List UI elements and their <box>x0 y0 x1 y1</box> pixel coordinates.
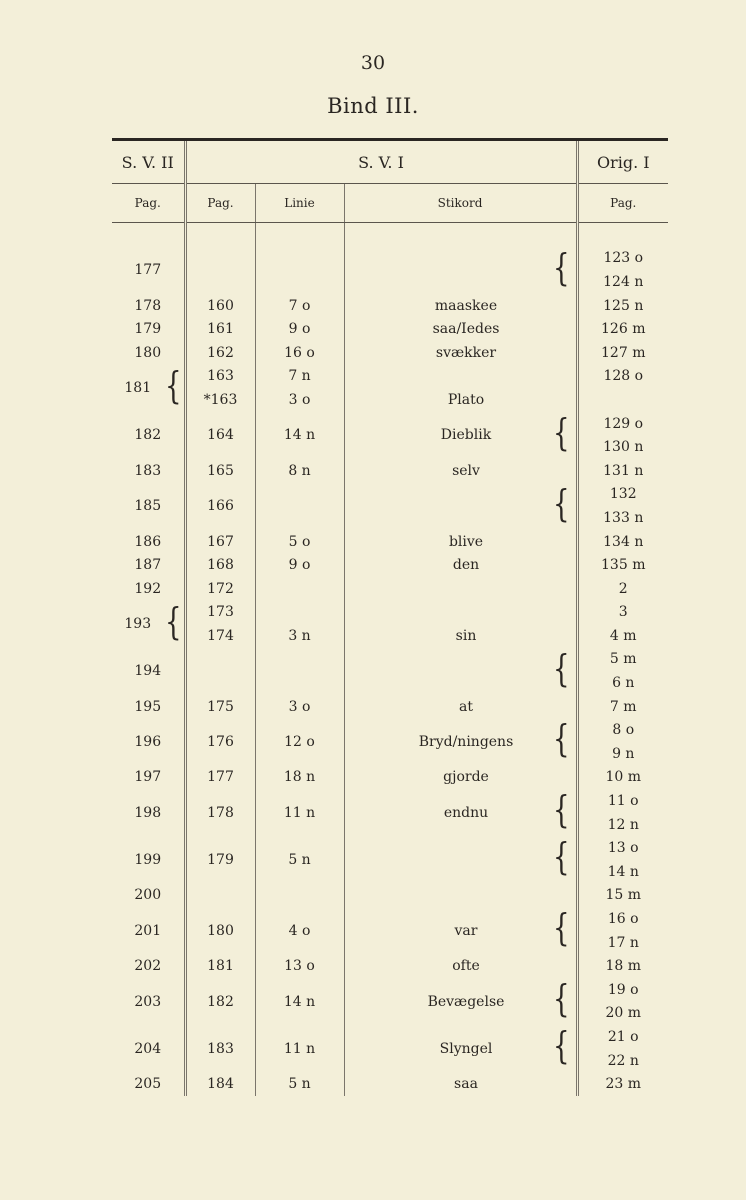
cell-linie: 13 o <box>255 954 344 978</box>
subheader-pag-sv2: Pag. <box>112 184 185 223</box>
cell-sv1-pag: 162 <box>185 341 255 365</box>
cell-orig-pag: 16 o <box>577 907 668 931</box>
cell-sv2-pag: 200 <box>134 887 162 904</box>
cell-linie <box>255 577 344 601</box>
cell-linie <box>255 247 344 294</box>
page-number: 30 <box>360 52 386 74</box>
header-sv1: S. V. I <box>185 141 577 184</box>
cell-sv1-pag: 174 <box>185 624 255 648</box>
table-row <box>112 341 668 365</box>
cell-sv1-pag: 163 <box>185 365 255 389</box>
subheader-pag-orig: Pag. <box>577 184 668 223</box>
cell-sv1-pag <box>185 247 255 294</box>
brace-mark: { <box>164 364 182 409</box>
cell-sv1-pag: 175 <box>185 695 255 719</box>
cell-sv2-pag: 204 <box>134 1040 162 1057</box>
cell-sv1-pag <box>185 648 255 695</box>
cell-orig-pag: 19 o <box>577 978 668 1002</box>
cell-linie <box>255 884 344 908</box>
cell-linie: 8 n <box>255 459 344 483</box>
table-row <box>112 530 668 554</box>
cell-sv1-pag: 184 <box>185 1072 255 1096</box>
cell-linie <box>255 648 344 695</box>
cell-sv2-pag: 178 <box>134 297 162 314</box>
brace-mark: { <box>552 836 570 881</box>
header-orig: Orig. I <box>577 141 668 184</box>
cell-sv1-pag: 164 <box>185 412 255 459</box>
cell-sv1-pag: 179 <box>185 836 255 883</box>
cell-linie: 7 n <box>255 365 344 389</box>
cell-linie: 7 o <box>255 294 344 318</box>
table-row <box>112 695 668 719</box>
cell-orig-pag: 12 n <box>577 813 668 837</box>
table-row <box>112 884 668 908</box>
cell-sv2-pag: 194 <box>134 663 162 680</box>
cell-stikord: gjorde <box>344 766 577 790</box>
cell-orig-pag: 127 m <box>577 341 668 365</box>
cell-stikord: var { <box>344 907 577 954</box>
cell-stikord <box>344 365 577 389</box>
concordance-table <box>112 138 668 1096</box>
cell-linie: 5 n <box>255 1072 344 1096</box>
cell-linie: 9 o <box>255 317 344 341</box>
table-row <box>112 766 668 790</box>
cell-sv1-pag: 165 <box>185 459 255 483</box>
cell-orig-pag: 130 n <box>577 435 668 459</box>
cell-sv1-pag: 168 <box>185 553 255 577</box>
table-row <box>112 789 668 813</box>
table-row <box>112 317 668 341</box>
cell-orig-pag: 6 n <box>577 671 668 695</box>
cell-linie <box>255 483 344 530</box>
cell-orig-pag: 4 m <box>577 624 668 648</box>
subheader-linie: Linie <box>255 184 344 223</box>
cell-linie: 3 o <box>255 695 344 719</box>
cell-sv1-pag: 161 <box>185 317 255 341</box>
cell-orig-pag: 20 m <box>577 1002 668 1026</box>
table-row <box>112 836 668 860</box>
cell-stikord: svækker <box>344 341 577 365</box>
cell-orig-pag: 123 o <box>577 247 668 271</box>
cell-sv2-pag: 201 <box>134 922 162 939</box>
brace-mark: { <box>552 789 570 833</box>
cell-orig-pag: 135 m <box>577 553 668 577</box>
cell-orig-pag <box>577 388 668 412</box>
cell-sv1-pag: 172 <box>185 577 255 601</box>
cell-stikord: ofte <box>344 954 577 978</box>
brace-mark: { <box>552 907 570 951</box>
cell-linie: 3 n <box>255 624 344 648</box>
cell-orig-pag: 8 o <box>577 718 668 742</box>
cell-orig-pag: 3 <box>577 601 668 625</box>
cell-stikord: sin <box>344 624 577 648</box>
cell-linie: 14 n <box>255 412 344 459</box>
cell-stikord: maaskee <box>344 294 577 318</box>
table-row <box>112 978 668 1002</box>
cell-sv1-pag: 181 <box>185 954 255 978</box>
cell-sv2-pag: 202 <box>134 958 162 975</box>
cell-linie: 4 o <box>255 907 344 954</box>
cell-stikord <box>344 648 577 695</box>
cell-sv1-pag: 176 <box>185 718 255 765</box>
cell-stikord: blive <box>344 530 577 554</box>
cell-stikord: den <box>344 553 577 577</box>
cell-orig-pag: 7 m <box>577 695 668 719</box>
cell-orig-pag: 21 o <box>577 1025 668 1049</box>
cell-stikord <box>344 884 577 908</box>
cell-stikord <box>344 836 577 883</box>
cell-orig-pag: 128 o <box>577 365 668 389</box>
cell-orig-pag: 15 m <box>577 884 668 908</box>
cell-orig-pag: 17 n <box>577 931 668 955</box>
cell-linie: 5 n <box>255 836 344 883</box>
cell-linie: 5 o <box>255 530 344 554</box>
cell-stikord: Bryd/ningens { <box>344 718 577 765</box>
table-row <box>112 577 668 601</box>
table-row <box>112 648 668 672</box>
cell-sv1-pag: 177 <box>185 766 255 790</box>
cell-linie: 16 o <box>255 341 344 365</box>
cell-sv1-pag: 182 <box>185 978 255 1025</box>
cell-sv2-pag: 179 <box>134 321 162 338</box>
cell-sv2-pag: 181 { <box>124 364 182 409</box>
cell-linie <box>255 601 344 625</box>
cell-sv2-pag: 182 <box>134 427 162 444</box>
subheader-pag-sv1: Pag. <box>185 184 255 223</box>
cell-orig-pag: 133 n <box>577 506 668 530</box>
cell-sv2-pag: 203 <box>134 993 162 1010</box>
cell-stikord: Slyngel { <box>344 1025 577 1072</box>
cell-sv2-pag: 193 { <box>124 600 182 645</box>
cell-sv2-pag: 196 <box>134 734 162 751</box>
cell-sv2-pag: 197 <box>134 769 162 786</box>
cell-orig-pag: 10 m <box>577 766 668 790</box>
cell-sv2-pag: 199 <box>134 852 162 869</box>
cell-stikord: selv <box>344 459 577 483</box>
table-row <box>112 954 668 978</box>
cell-stikord: saa/Iedes <box>344 317 577 341</box>
table-row <box>112 624 668 648</box>
cell-sv1-pag <box>185 884 255 908</box>
table-row <box>112 907 668 931</box>
cell-linie: 12 o <box>255 718 344 765</box>
cell-sv2-pag: 187 <box>134 557 162 574</box>
table-body <box>112 223 668 1096</box>
cell-sv2-pag: 185 <box>134 498 162 515</box>
table-row <box>112 553 668 577</box>
table-row <box>112 483 668 507</box>
cell-sv2-pag: 180 <box>134 344 162 361</box>
cell-sv1-pag: 160 <box>185 294 255 318</box>
cell-orig-pag: 131 n <box>577 459 668 483</box>
cell-orig-pag: 134 n <box>577 530 668 554</box>
cell-orig-pag: 126 m <box>577 317 668 341</box>
brace-mark: { <box>552 647 570 692</box>
brace-mark: { <box>552 1025 570 1069</box>
table-row <box>112 459 668 483</box>
table-row <box>112 294 668 318</box>
cell-orig-pag: 18 m <box>577 954 668 978</box>
cell-sv1-pag: 166 <box>185 483 255 530</box>
cell-orig-pag: 129 o <box>577 412 668 436</box>
table-row <box>112 718 668 742</box>
brace-mark: { <box>164 600 182 645</box>
cell-stikord: endnu { <box>344 789 577 836</box>
cell-stikord: at <box>344 695 577 719</box>
table-row <box>112 412 668 436</box>
cell-orig-pag: 22 n <box>577 1049 668 1073</box>
cell-sv2-pag: 195 <box>134 698 162 715</box>
cell-orig-pag: 124 n <box>577 270 668 294</box>
cell-orig-pag: 125 n <box>577 294 668 318</box>
cell-linie: 14 n <box>255 978 344 1025</box>
cell-sv2-pag: 186 <box>134 533 162 550</box>
cell-linie: 11 n <box>255 1025 344 1072</box>
brace-mark: { <box>552 978 570 1022</box>
table-row <box>112 365 668 389</box>
cell-orig-pag: 5 m <box>577 648 668 672</box>
cell-sv2-pag: 183 <box>134 462 162 479</box>
cell-sv1-pag: *163 <box>185 388 255 412</box>
cell-orig-pag: 2 <box>577 577 668 601</box>
cell-stikord: saa <box>344 1072 577 1096</box>
cell-linie: 3 o <box>255 388 344 412</box>
cell-sv1-pag: 178 <box>185 789 255 836</box>
brace-mark: { <box>552 412 570 456</box>
cell-stikord: Plato <box>344 388 577 412</box>
cell-orig-pag: 9 n <box>577 742 668 766</box>
cell-orig-pag: 13 o <box>577 836 668 860</box>
cell-sv1-pag: 173 <box>185 601 255 625</box>
cell-linie: 11 n <box>255 789 344 836</box>
cell-sv2-pag: 205 <box>134 1076 162 1093</box>
cell-sv2-pag: 198 <box>134 804 162 821</box>
volume-title: Bind III. <box>327 94 419 118</box>
table-row <box>112 1025 668 1049</box>
cell-orig-pag: 132 <box>577 483 668 507</box>
cell-stikord <box>344 247 577 294</box>
table-row <box>112 1072 668 1096</box>
cell-stikord: Bevægelse { <box>344 978 577 1025</box>
cell-sv1-pag: 180 <box>185 907 255 954</box>
cell-sv2-pag: 177 <box>134 262 162 279</box>
brace-mark: { <box>552 482 570 527</box>
cell-linie: 9 o <box>255 553 344 577</box>
brace-mark: { <box>552 246 570 291</box>
cell-sv1-pag: 183 <box>185 1025 255 1072</box>
cell-orig-pag: 14 n <box>577 860 668 884</box>
cell-orig-pag: 23 m <box>577 1072 668 1096</box>
header-sv2: S. V. II <box>112 141 185 184</box>
cell-stikord <box>344 483 577 530</box>
cell-linie: 18 n <box>255 766 344 790</box>
cell-stikord: Dieblik { <box>344 412 577 459</box>
cell-stikord <box>344 601 577 625</box>
cell-orig-pag: 11 o <box>577 789 668 813</box>
brace-mark: { <box>552 718 570 763</box>
table-row <box>112 247 668 271</box>
table-row <box>112 388 668 412</box>
cell-sv1-pag: 167 <box>185 530 255 554</box>
cell-sv2-pag: 192 <box>134 580 162 597</box>
subheader-stikord: Stikord <box>344 184 577 223</box>
cell-stikord <box>344 577 577 601</box>
table-row <box>112 601 668 625</box>
